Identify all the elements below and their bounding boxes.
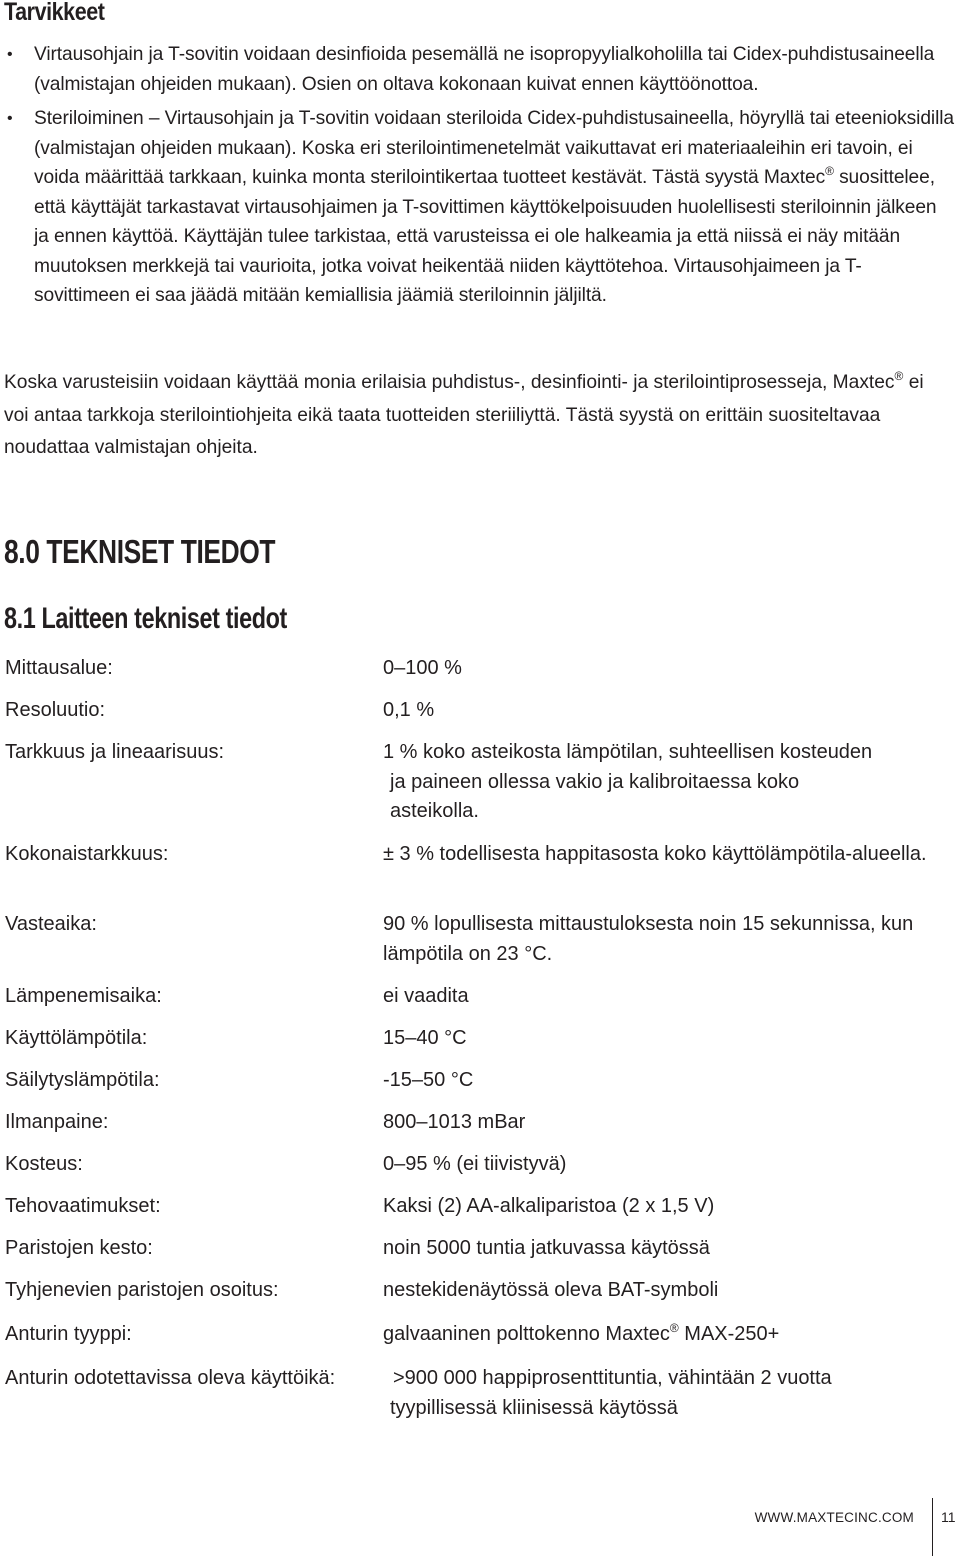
spec-label: Säilytyslämpötila: xyxy=(5,1069,160,1091)
bullet-text-continued: suosittelee, että käyttäjät tarkastavat virtausohjaimen ja T-sovittimen käyttökelpoisuuden huolellisesti steriloinnin jälkeen ja ennen käyttöä. Käyttäjän tulee tarkistaa, että varusteissa ei ole halkeamia ja että niissä ei näy mitään muutoksen merkkejä tai vaurioita, jotka voivat heikentää niiden käyttötehoa. Virtausohjaimeen ja T-sovittimeen ei saa jäädä mitään kemiallisia jäämiä steriloinnin jäljiltä. xyxy=(34,167,937,306)
registered-mark: ® xyxy=(669,1321,679,1335)
section-title-technical-data: 8.0 TEKNISET TIEDOT xyxy=(4,533,276,570)
bullet-text: Virtausohjain ja T-sovitin voidaan desinfioida pesemällä ne isopropyylialkoholilla tai Cidex-puhdistusaineella (valmistajan ohjeiden mukaan). Osien on oltava kokonaan kuivat ennen käyttöönottoa. xyxy=(34,44,935,95)
spec-value-continued: ja paineen ollessa vakio ja kalibroitaessa koko asteikolla. xyxy=(390,770,800,822)
spec-value: -15–50 °C xyxy=(383,1069,474,1091)
spec-label: Mittausalue: xyxy=(5,657,113,679)
cleaning-paragraph xyxy=(4,367,949,465)
footer-website: WWW.MAXTECINC.COM xyxy=(754,1510,914,1525)
spec-value: 0,1 % xyxy=(383,699,435,721)
spec-value: 15–40 °C xyxy=(383,1027,467,1049)
spec-value-sensor-life-continued: tyypillisessä kliinisessä käytössä xyxy=(390,1397,678,1419)
spec-value: ± 3 % todellisesta happitasosta koko käyttölämpötila-alueella. xyxy=(383,843,927,865)
registered-mark: ® xyxy=(825,164,834,178)
spec-value: noin 5000 tuntia jatkuvassa käytössä xyxy=(383,1237,710,1259)
spec-value: Kaksi (2) AA-alkaliparistoa (2 x 1,5 V) xyxy=(383,1195,715,1217)
spec-label: Vasteaika: xyxy=(5,913,97,935)
paragraph-text-continued: ei voi antaa tarkkoja sterilointiohjeita eikä taata tuotteiden steriiliyttä. Tästä syystä on erittäin suositeltavaa noudattaa valmistajan ohjeita. xyxy=(4,372,924,458)
spec-label-sensor-life: Anturin odotettavissa oleva käyttöikä: xyxy=(5,1367,336,1389)
spec-label: Ilmanpaine: xyxy=(5,1111,109,1133)
bullet-text: Steriloiminen – Virtausohjain ja T-sovitin voidaan steriloida Cidex-puhdistusaineella, höyryllä tai eteenioksidilla (valmistajan ohjeiden mukaan). Koska eri sterilointimenetelmät vaikuttavat eri materiaaleihin eri tavoin, ei voida määrittää tarkkaan, kuinka monta sterilointikertaa tuotteet kestävät. Tästä syystä Maxtec xyxy=(34,108,954,188)
page-number: 11 xyxy=(941,1509,956,1525)
spec-value-line: 1 % koko asteikosta lämpötilan, suhteellisen kosteuden xyxy=(383,741,873,763)
footer-divider xyxy=(932,1498,933,1556)
bullet-disinfection xyxy=(0,40,960,99)
section-heading-accessories: Tarvikkeet xyxy=(4,0,105,26)
spec-label: Lämpenemisaika: xyxy=(5,985,162,1007)
spec-value xyxy=(383,1320,955,1350)
spec-label: Tehovaatimukset: xyxy=(5,1195,161,1217)
spec-value: 0–95 % (ei tiivistyvä) xyxy=(383,1153,567,1175)
spec-label: Resoluutio: xyxy=(5,699,106,721)
spec-value: 0–100 % xyxy=(383,657,462,679)
spec-label: Paristojen kesto: xyxy=(5,1237,153,1259)
spec-value: nestekidenäytössä oleva BAT-symboli xyxy=(383,1279,719,1301)
subsection-title-device-specs: 8.1 Laitteen tekniset tiedot xyxy=(4,602,287,635)
bullet-sterilization xyxy=(0,104,960,311)
spec-value xyxy=(383,738,955,827)
spec-value-suffix: MAX-250+ xyxy=(684,1323,780,1345)
spec-label: Kokonaistarkkuus: xyxy=(5,843,169,865)
spec-value: ei vaadita xyxy=(383,985,469,1007)
spec-value: 800–1013 mBar xyxy=(383,1111,526,1133)
accessories-bullet-list xyxy=(0,40,960,311)
spec-label: Tarkkuus ja lineaarisuus: xyxy=(5,741,224,763)
spec-value-sensor-life: >900 000 happiprosenttituntia, vähintään 2 vuotta xyxy=(393,1367,832,1389)
spec-label: Käyttölämpötila: xyxy=(5,1027,148,1049)
spec-label: Tyhjenevien paristojen osoitus: xyxy=(5,1279,279,1301)
paragraph-text: Koska varusteisiin voidaan käyttää monia erilaisia puhdistus-, desinfiointi- ja sterilointiprosesseja, Maxtec xyxy=(4,372,895,393)
bullet-dot: • xyxy=(7,46,13,63)
spec-label: Anturin tyyppi: xyxy=(5,1323,132,1345)
spec-label: Kosteus: xyxy=(5,1153,83,1175)
spec-value: 90 % lopullisesta mittaustuloksesta noin 15 sekunnissa, kun lämpötila on 23 °C. xyxy=(383,913,914,965)
registered-mark: ® xyxy=(894,369,904,383)
bullet-dot: • xyxy=(7,110,13,127)
spec-value-line: galvaaninen polttokenno Maxtec xyxy=(383,1323,670,1345)
